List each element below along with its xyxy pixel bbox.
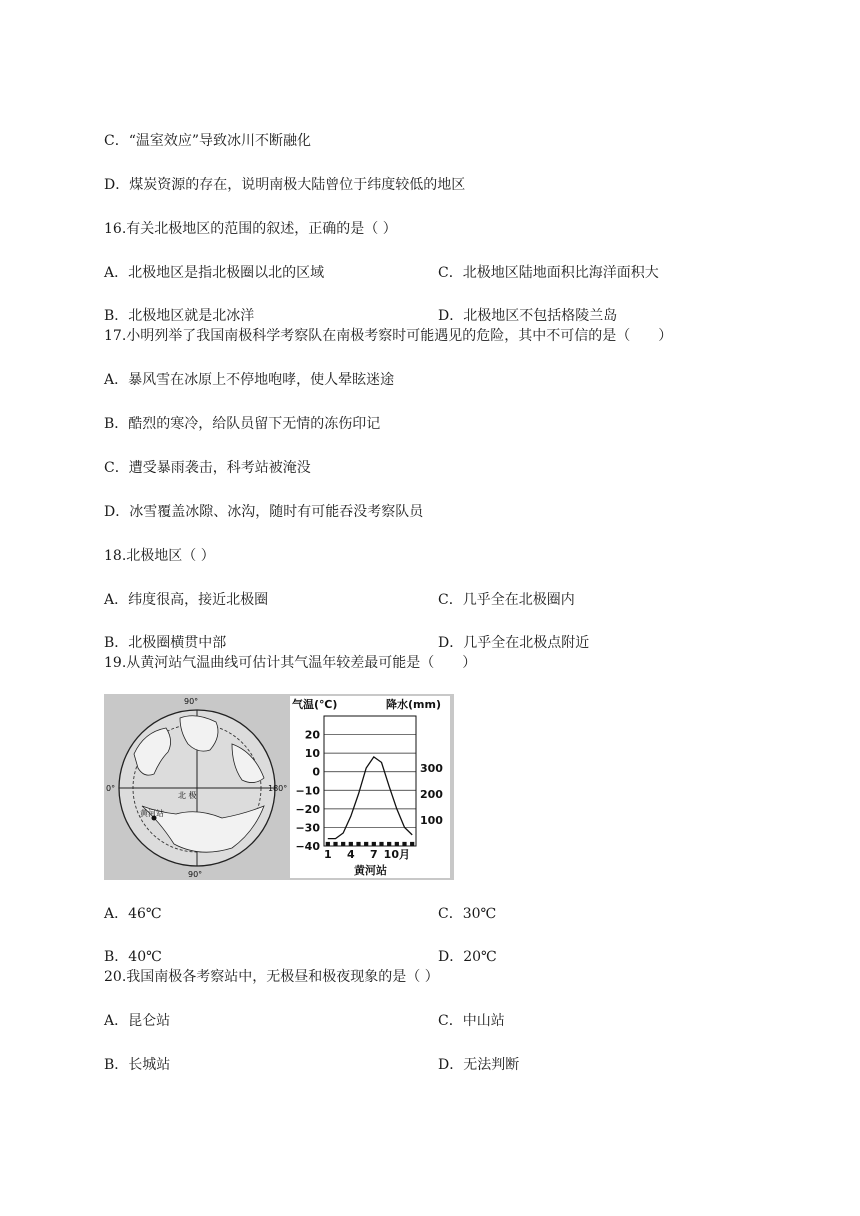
option-20b: B．长城站 — [104, 1057, 171, 1073]
arctic-map — [106, 697, 287, 879]
option-16b: B．北极地区就是北冰洋 — [104, 308, 255, 324]
option-16d: D．北极地区不包括格陵兰岛 — [438, 308, 618, 324]
chart-xlabel: 黄河站 — [354, 864, 387, 877]
precip-bar — [402, 842, 406, 846]
figure-svg — [104, 694, 454, 880]
chart-ylabel-left: 气温(℃) — [292, 698, 338, 711]
option-15c: C．“温室效应”导致冰川不断融化 — [104, 133, 312, 149]
map-label-bottom: 90° — [188, 870, 203, 879]
question-18-stem: 18.北极地区（ ） — [104, 548, 215, 564]
precip-bar — [372, 842, 376, 846]
question-20-stem: 20.我国南极各考察站中，无极昼和极夜现象的是（ ） — [104, 969, 439, 985]
precip-bar — [341, 842, 345, 846]
option-17b: B．酷烈的寒冷，给队员留下无情的冻伤印记 — [104, 416, 381, 432]
temp-tick-label: 10 — [304, 747, 320, 761]
option-17d: D．冰雪覆盖冰隙、冰沟，随时有可能吞没考察队员 — [104, 504, 424, 520]
precip-bar — [387, 842, 391, 846]
temp-tick-label: 0 — [312, 765, 320, 779]
option-19c: C．30℃ — [438, 906, 497, 922]
question-17-stem: 17.小明列举了我国南极科学考察队在南极考察时可能遇见的危险，其中不可信的是（ ） — [104, 328, 673, 344]
temp-tick-label: −40 — [295, 840, 320, 853]
temp-tick-label: −10 — [295, 784, 320, 798]
precip-bar — [326, 842, 330, 846]
precip-bar — [364, 842, 368, 846]
precip-bar — [395, 842, 399, 846]
chart-ylabel-right: 降水(mm) — [386, 698, 441, 711]
map-label-left: 0° — [106, 784, 116, 793]
option-20c: C．中山站 — [438, 1013, 505, 1029]
precip-tick-label: 200 — [420, 788, 443, 801]
precip-bar — [333, 842, 337, 846]
option-18a: A．纬度很高，接近北极圈 — [104, 592, 269, 608]
temp-tick-label: −20 — [295, 802, 320, 816]
option-19b: B．40℃ — [104, 949, 162, 965]
month-tick-label: 1 — [324, 848, 332, 861]
precip-tick-label: 100 — [420, 814, 443, 827]
option-16c: C．北极地区陆地面积比海洋面积大 — [438, 265, 659, 281]
precip-bar — [349, 842, 353, 846]
map-label-station: 黄河站 — [140, 809, 164, 818]
map-label-pole: 北 极 — [178, 791, 197, 800]
temp-tick-label: −30 — [295, 821, 320, 835]
month-tick-label: 7 — [370, 848, 378, 861]
option-15d: D．煤炭资源的存在，说明南极大陆曾位于纬度较低的地区 — [104, 177, 466, 193]
question-19-stem: 19.从黄河站气温曲线可估计其气温年较差最可能是（ ） — [104, 655, 477, 671]
option-17c: C．遭受暴雨袭击，科考站被淹没 — [104, 460, 311, 476]
option-18b: B．北极圈横贯中部 — [104, 635, 227, 651]
precip-bar — [379, 842, 383, 846]
precip-bar — [356, 842, 360, 846]
precipitation-tick-labels — [420, 762, 443, 827]
precip-tick-label: 300 — [420, 762, 443, 775]
map-label-top: 90° — [184, 697, 199, 706]
option-19d: D．20℃ — [438, 949, 497, 965]
map-label-right: 180° — [268, 784, 288, 793]
precip-bar — [410, 842, 414, 846]
climate-chart — [290, 696, 450, 878]
question-19-figure — [104, 694, 454, 880]
month-tick-label: 10月 — [383, 848, 410, 861]
question-16-stem: 16.有关北极地区的范围的叙述，正确的是（ ） — [104, 221, 397, 237]
option-19a: A．46℃ — [104, 906, 162, 922]
option-20a: A．昆仑站 — [104, 1013, 171, 1029]
option-18d: D．几乎全在北极点附近 — [438, 635, 590, 651]
option-17a: A．暴风雪在冰原上不停地咆哮，使人晕眩迷途 — [104, 372, 395, 388]
month-tick-label: 4 — [347, 848, 355, 861]
option-18c: C．几乎全在北极圈内 — [438, 592, 575, 608]
option-20d: D．无法判断 — [438, 1057, 520, 1073]
temp-tick-label: 20 — [304, 728, 320, 742]
option-16a: A．北极地区是指北极圈以北的区域 — [104, 265, 325, 281]
